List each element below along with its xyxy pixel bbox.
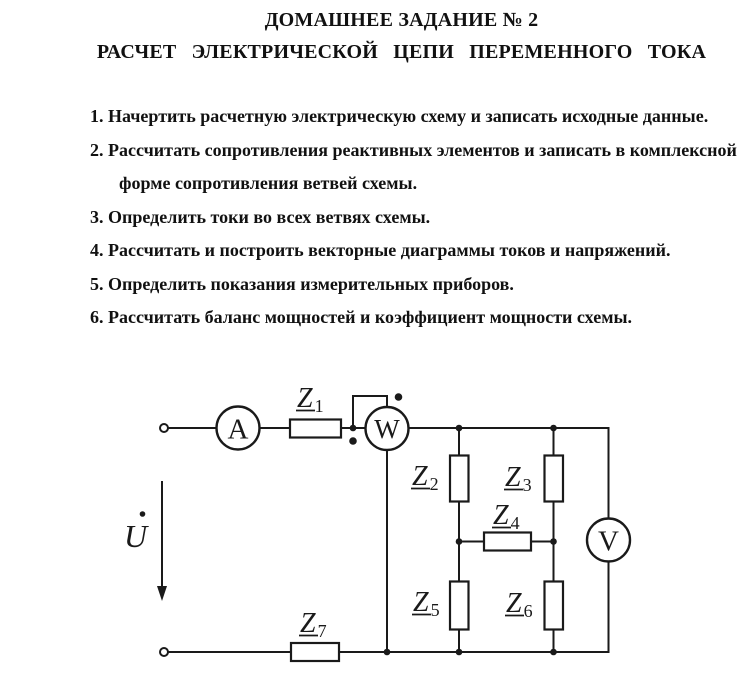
impedance-box-z3 bbox=[545, 456, 564, 502]
task-line-1: 1. Начертить расчетную электрическую схему и записать исходные данные. bbox=[90, 106, 709, 126]
task-line-4: 4. Рассчитать и построить векторные диаграммы токов и напряжений. bbox=[90, 240, 671, 260]
input-terminal-top bbox=[160, 424, 168, 432]
task-line-6: 6. Рассчитать баланс мощностей и коэффициент мощности схемы. bbox=[90, 307, 633, 327]
impedance-box-z6 bbox=[545, 582, 564, 630]
voltmeter-letter: V bbox=[598, 525, 619, 558]
junction-dot bbox=[456, 538, 463, 545]
wattmeter-polarity-dot-top bbox=[395, 393, 403, 401]
impedance-label-z5 bbox=[412, 587, 440, 620]
impedance-box-z4 bbox=[484, 533, 531, 551]
ammeter bbox=[217, 407, 260, 450]
svg-text:Z2: Z 2 bbox=[412, 461, 439, 494]
svg-text:Z4: Z 4 bbox=[493, 500, 520, 533]
impedance-label-z3 bbox=[504, 462, 532, 495]
impedance-box-z1 bbox=[290, 420, 341, 438]
impedance-label-z1 bbox=[296, 383, 324, 416]
svg-text:Z3: Z 3 bbox=[505, 462, 532, 495]
voltage-phasor-label: U bbox=[124, 518, 148, 554]
input-terminal-bottom bbox=[160, 648, 168, 656]
impedance-label-z4 bbox=[492, 500, 520, 533]
svg-text:Z5: Z 5 bbox=[413, 587, 440, 620]
task-line-2: 2. Рассчитать сопротивления реактивных элементов и записать в комплексной bbox=[90, 139, 737, 160]
task-line-2-continued: форме сопротивления ветвей схемы. bbox=[119, 173, 418, 193]
junction-dot bbox=[350, 425, 357, 432]
svg-text:Z1: Z 1 bbox=[297, 383, 324, 416]
junction-dot bbox=[456, 425, 463, 432]
page-subtitle: РАСЧЕТ ЭЛЕКТРИЧЕСКОЙ ЦЕПИ ПЕРЕМЕННОГО ТОКА bbox=[96, 41, 707, 63]
junction-dot bbox=[550, 649, 557, 656]
impedance-box-z5 bbox=[450, 582, 469, 630]
voltage-arrow-head bbox=[157, 586, 167, 601]
junction-dot bbox=[550, 425, 557, 432]
impedance-box-z2 bbox=[450, 456, 469, 502]
task-line-5: 5. Определить показания измерительных приборов. bbox=[90, 273, 514, 294]
wattmeter-letter: W bbox=[374, 414, 400, 444]
junction-dot bbox=[384, 649, 391, 656]
phasor-dot-icon bbox=[140, 511, 146, 517]
junction-dot bbox=[550, 538, 557, 545]
junction-dot bbox=[456, 649, 463, 656]
task-line-3: 3. Определить токи во всех ветвях схемы. bbox=[90, 206, 431, 227]
wattmeter-polarity-dot-bottom bbox=[349, 437, 357, 445]
ammeter-letter: A bbox=[227, 413, 249, 446]
source-voltage-arrow bbox=[124, 481, 167, 601]
page-title: ДОМАШНЕЕ ЗАДАНИЕ № 2 bbox=[264, 9, 539, 31]
impedance-label-z2 bbox=[411, 461, 439, 494]
wattmeter bbox=[349, 393, 408, 450]
impedance-label-z6 bbox=[505, 588, 533, 621]
impedance-box-z7 bbox=[291, 643, 339, 661]
svg-text:Z6: Z 6 bbox=[506, 588, 533, 621]
impedance-label-z7 bbox=[299, 608, 327, 641]
voltmeter bbox=[587, 519, 630, 562]
svg-text:Z7: Z 7 bbox=[300, 608, 327, 641]
